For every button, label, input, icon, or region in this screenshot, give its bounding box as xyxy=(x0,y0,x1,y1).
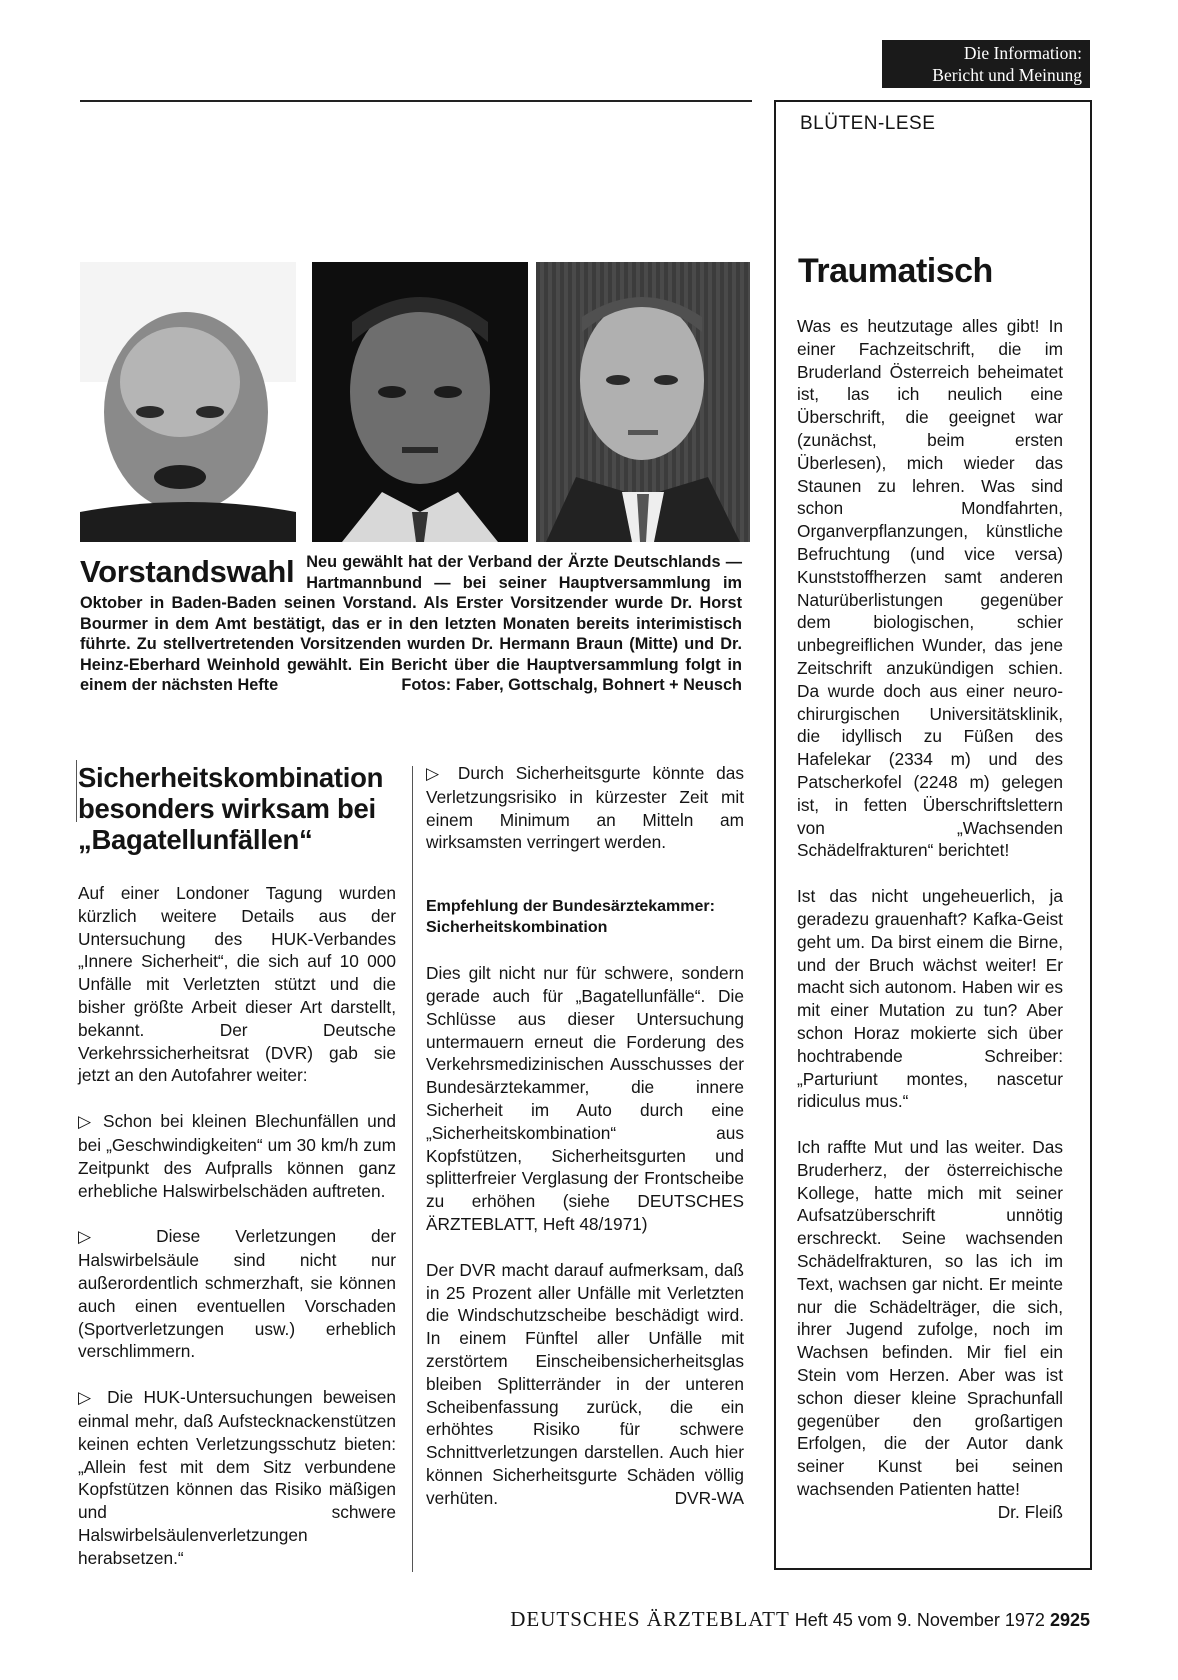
article-paragraph-text: Der DVR macht darauf aufmerksam, daß in 25 Prozent aller Unfälle mit Verletzten die Windschutzscheibe beschädigt wird. In einem Fünftel aller Unfälle mit zerstörtem Einscheibensicherheitsglas bleiben Splitterränder in der unteren Scheibenfassung zurück, die ein erhöhtes Risiko für schwere Schnittverletzungen darstellen. Auch hier können Sicherheitsgurte Schäden völlig verhüten. xyxy=(426,1259,744,1508)
column-divider xyxy=(412,766,413,1572)
article-subhead: Empfehlung der Bundesärztekammer: Sicherheitskombination xyxy=(426,898,715,937)
section-label-line1: Die Information: xyxy=(963,43,1082,63)
triangle-bullet-icon: ▷ xyxy=(78,1388,97,1408)
bullet-text: Diese Verletzungen der Halswirbelsäule sind nicht nur außerordentlich schmerzhaft, sie können auch einen eventuellen Vorschaden (Sportverletzungen usw.) erheblich verschlimmern. xyxy=(78,1226,396,1362)
article-column-middle xyxy=(426,762,744,1533)
portrait-center-image xyxy=(312,262,528,542)
portrait-right-image xyxy=(536,262,750,542)
photo-credit: Fotos: Faber, Gottschalg, Bohnert + Neusch xyxy=(401,676,742,694)
author-signature: Dr. Fleiß xyxy=(997,1501,1063,1522)
top-rule xyxy=(80,100,752,102)
journal-name: DEUTSCHES ÄRZTEBLATT xyxy=(510,1607,790,1631)
page-footer xyxy=(436,1607,1090,1632)
sidebar-body xyxy=(797,315,1063,1524)
article-paragraph: Dies gilt nicht nur für schwere, sondern gerade auch für „Bagatellunfälle“. Die Schlüsse aus dieser Untersuchung untermauern erneut die Forderung des Verkehrsmedizinischen Ausschusses der Bundesärztekammer, die innere Sicherheit im Auto durch eine „Sicherheitskombination“ aus Kopfstützen, Sicherheitsgurten und splitterfreier Verglasung der Frontscheibe zu erhöhen (siehe DEUTSCHES ÄRZTEBLATT, Heft 48/1971) xyxy=(426,963,744,1234)
caption-heading: Vorstandswahl xyxy=(80,554,295,589)
article-intro: Auf einer Londoner Tagung wurden kürzlich weitere Details aus der Untersuchung des HUK-Verbandes „Innere Sicherheit“, die sich auf 10 000 Unfälle mit Verletzten stützt und die bisher größte Arbeit dieser Art darstellt, bekannt. Der Deutsche Verkehrssicherheitsrat (DVR) gab sie jetzt an den Autofahrer weiter: xyxy=(78,883,396,1086)
bullet-text: Die HUK-Untersuchungen beweisen einmal mehr, daß Aufstecknackenstützen keinen echten Verletzungsschutz bieten: „Allein fest mit dem Sitz verbundene Kopfstützen können das Risiko mäßigen und schwere Halswirbelsäulenverletzungen herabsetzen.“ xyxy=(78,1387,396,1568)
article-paragraph xyxy=(426,1259,744,1510)
portrait-left-image xyxy=(80,262,296,542)
sidebar-title: Traumatisch xyxy=(798,252,993,290)
sidebar-paragraph xyxy=(797,1136,1063,1522)
sidebar-paragraph: Was es heutzutage alles gibt! In einer Fachzeitschrift, die im Bruderland Österreich beheimatet ist, las ich neulich eine Überschrift, die geeignet war (zunächst, beim ersten Überlesen), mich wieder das Staunen zu lehren. Was sind schon Mondfahrten, Organverpflanzungen, künstliche Befruchtung (und vice versa) Kunststoffherzen samt anderen Naturüberlistungen gegenüber dem biologischen, schier unbegreiflichen Wunder, das jene Zeitschrift anzukündigen schien. Da wurde doch aus einer neuro-chirurgischen Universitätsklinik, die idyllisch zu Füßen des Hafelekar (2334 m) und des Patscherkofel (2248 m) gelegen ist, in fetten Überschriftslettern von „Wachsenden Schädelfrakturen“ berichtet! xyxy=(797,316,1063,861)
section-label-line2: Bericht und Meinung xyxy=(932,65,1082,85)
article-source: DVR-WA xyxy=(674,1487,744,1508)
bullet-text: Durch Sicherheitsgurte könnte das Verletzungsrisiko in kürzester Zeit mit einem Minimum an Mitteln am wirksamsten verringert werden. xyxy=(426,763,744,853)
page-number: 2925 xyxy=(1049,1610,1090,1630)
bullet-item xyxy=(426,762,744,854)
triangle-bullet-icon: ▷ xyxy=(78,1227,122,1247)
bullet-item xyxy=(78,1386,396,1569)
bullet-item xyxy=(78,1110,396,1202)
headline-rule xyxy=(76,760,77,822)
bullet-item xyxy=(78,1225,396,1363)
caption-text: Neu gewählt hat der Verband der Ärzte Deutschlands — Hartmannbund — bei seiner Hauptversammlung im Oktober in Baden-Baden seinen Vorstand. Als Erster Vorsitzender wurde Dr. Horst Bourmer in dem Amt bestätigt, das er in den letzten Monaten bereits interimistisch führte. Zu stellvertretenden Vorsitzenden wurden Dr. Hermann Braun (Mitte) und Dr. Heinz-Eberhard Weinhold gewählt. Ein Bericht über die Hauptversammlung folgt in einem der nächsten Hefte xyxy=(80,553,742,694)
triangle-bullet-icon: ▷ xyxy=(426,764,447,783)
sidebar-paragraph-text: Ich raffte Mut und las weiter. Das Bruderherz, der österreichische Kollege, hatte mich mit seiner Aufsatzüberschrift unnötig erschreckt. Seine wachsenden Schädelfrakturen, so las ich im Text, wachsen gar nicht. Er meinte nur die Schädelträger, die sich, ihrer Jugend zufolge, noch im Wachsen befinden. Mir fiel ein Stein vom Herzen. Aber was ist schon dieser kleine Sprachunfall gegenüber den großartigen Erfolgen, die der Autor dank seiner Kunst bei seinen wachsenden Patienten hatte! xyxy=(797,1137,1063,1500)
portrait-photo-left xyxy=(80,262,296,542)
bullet-text: Schon bei kleinen Blechunfällen und bei „Geschwindigkeiten“ um 30 km/h zum Zeitpunkt des Aufpralls können ganz erhebliche Halswirbelschäden auftreten. xyxy=(78,1111,396,1201)
article-headline: Sicherheitskombination besonders wirksam bei „Bagatellunfällen“ xyxy=(78,762,384,855)
portrait-photo-center xyxy=(312,262,528,542)
portrait-photo-right xyxy=(536,262,750,542)
article-column-left xyxy=(78,882,396,1593)
sidebar-kicker: BLÜTEN-LESE xyxy=(800,113,936,134)
sidebar-paragraph: Ist das nicht ungeheuerlich, ja geradezu grauenhaft? Kafka-Geist geht um. Da birst einem die Birne, und der Bruch wächst weiter! Er macht sich autonom. Haben wir es mit einer Mutation zu tun? Aber schon Horaz mokierte sich über hochtrabende Schreiber: „Parturiunt montes, nascetur ridiculus mus.“ xyxy=(797,886,1063,1112)
issue-info: Heft 45 vom 9. November 1972 xyxy=(794,1610,1045,1630)
triangle-bullet-icon: ▷ xyxy=(78,1112,95,1132)
photo-caption xyxy=(80,552,742,696)
section-label xyxy=(882,40,1090,88)
